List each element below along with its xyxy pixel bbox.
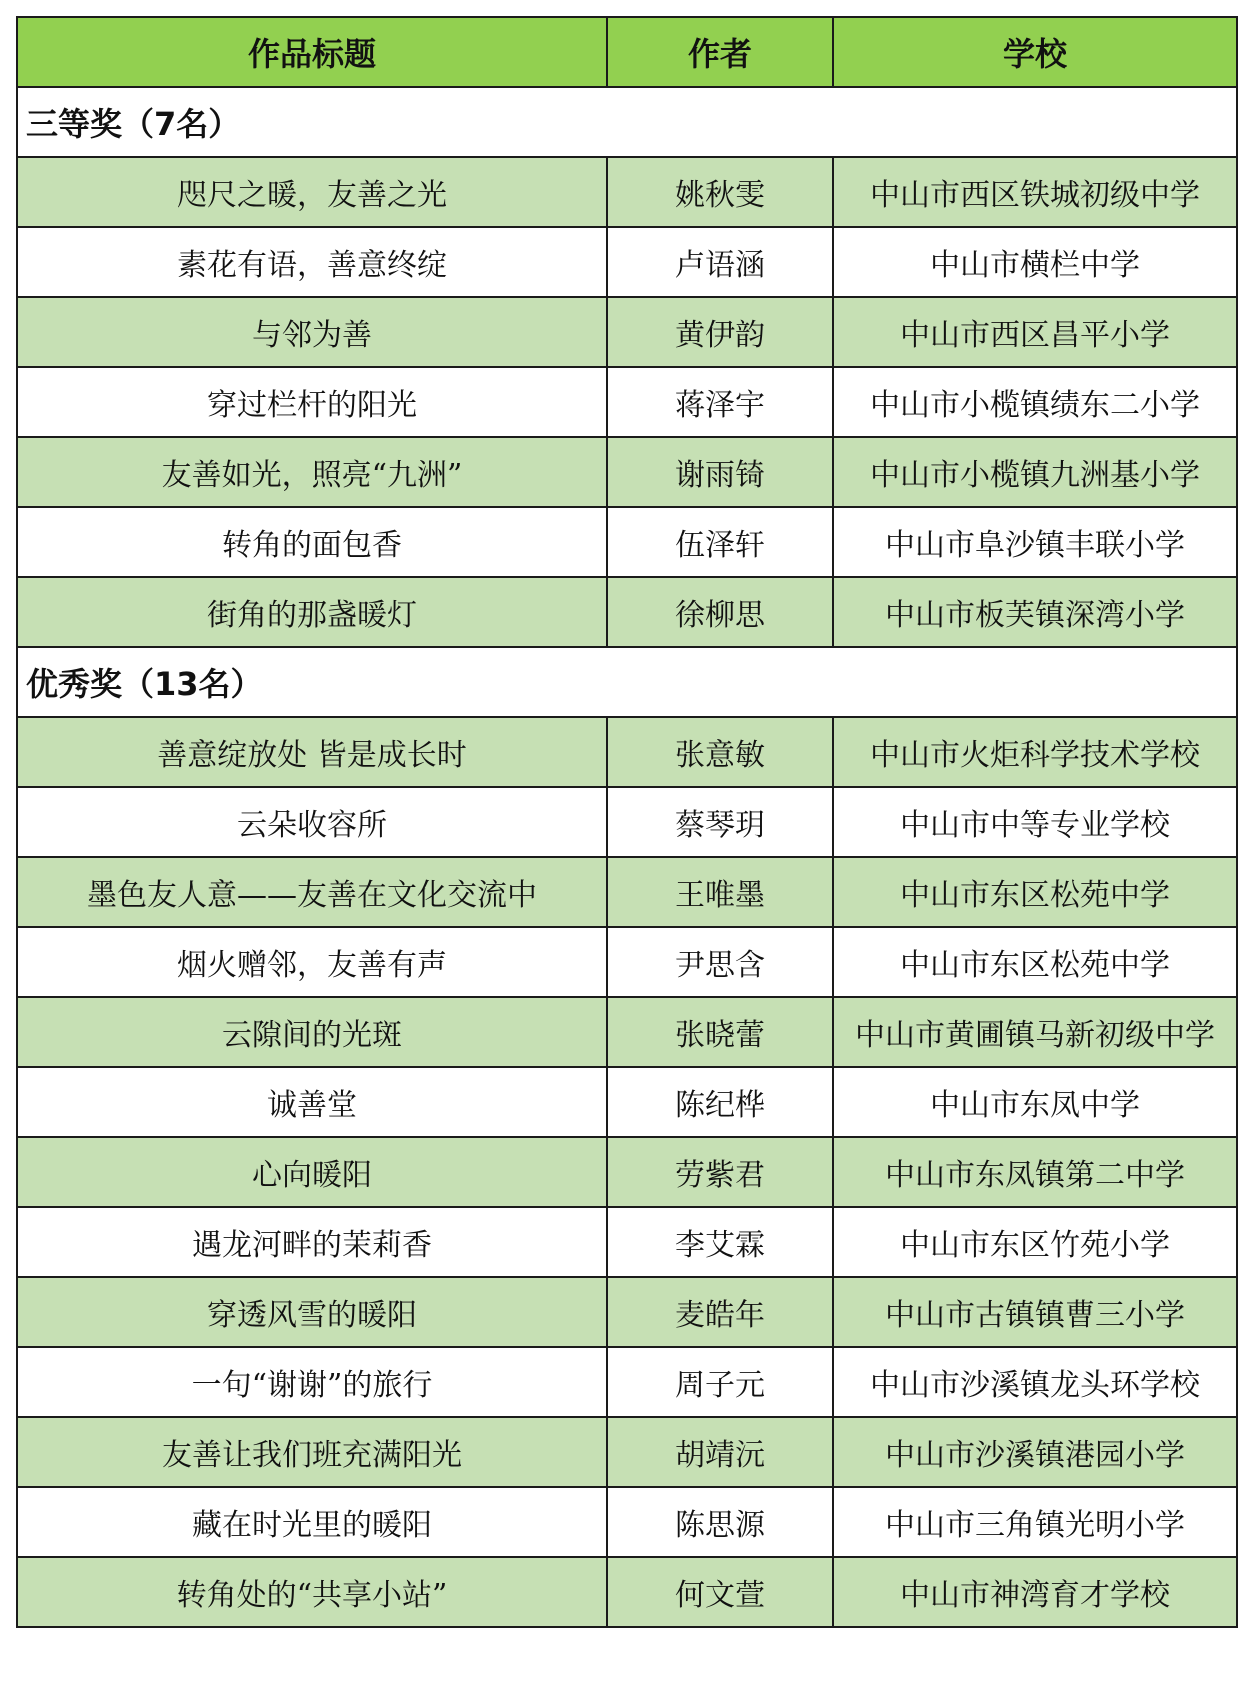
cell-author: 张晓蕾 bbox=[607, 997, 833, 1067]
table-row bbox=[17, 857, 1237, 927]
cell-author: 王唯墨 bbox=[607, 857, 833, 927]
column-header-author: 作者 bbox=[607, 17, 833, 87]
cell-title: 烟火赠邻，友善有声 bbox=[17, 927, 607, 997]
cell-title: 云隙间的光斑 bbox=[17, 997, 607, 1067]
table-row bbox=[17, 1067, 1237, 1137]
cell-school: 中山市沙溪镇龙头环学校 bbox=[833, 1347, 1237, 1417]
cell-author: 卢语涵 bbox=[607, 227, 833, 297]
cell-author: 徐柳思 bbox=[607, 577, 833, 647]
cell-school: 中山市三角镇光明小学 bbox=[833, 1487, 1237, 1557]
cell-author: 胡靖沅 bbox=[607, 1417, 833, 1487]
cell-title: 转角的面包香 bbox=[17, 507, 607, 577]
cell-title: 墨色友人意——友善在文化交流中 bbox=[17, 857, 607, 927]
table-row bbox=[17, 717, 1237, 787]
column-header-school: 学校 bbox=[833, 17, 1237, 87]
table-row bbox=[17, 997, 1237, 1067]
cell-title: 咫尺之暖，友善之光 bbox=[17, 157, 607, 227]
cell-school: 中山市东区松苑中学 bbox=[833, 857, 1237, 927]
table-row bbox=[17, 367, 1237, 437]
cell-school: 中山市东区竹苑小学 bbox=[833, 1207, 1237, 1277]
cell-school: 中山市古镇镇曹三小学 bbox=[833, 1277, 1237, 1347]
cell-title: 藏在时光里的暖阳 bbox=[17, 1487, 607, 1557]
cell-title: 一句“谢谢”的旅行 bbox=[17, 1347, 607, 1417]
cell-title: 友善如光，照亮“九洲” bbox=[17, 437, 607, 507]
cell-author: 何文萱 bbox=[607, 1557, 833, 1627]
cell-author: 李艾霖 bbox=[607, 1207, 833, 1277]
table-row bbox=[17, 1277, 1237, 1347]
cell-title: 善意绽放处 皆是成长时 bbox=[17, 717, 607, 787]
table-row bbox=[17, 927, 1237, 997]
section-heading-row bbox=[17, 87, 1237, 157]
cell-school: 中山市火炬科学技术学校 bbox=[833, 717, 1237, 787]
cell-author: 姚秋雯 bbox=[607, 157, 833, 227]
cell-author: 尹思含 bbox=[607, 927, 833, 997]
cell-author: 张意敏 bbox=[607, 717, 833, 787]
cell-title: 街角的那盏暖灯 bbox=[17, 577, 607, 647]
cell-author: 蒋泽宇 bbox=[607, 367, 833, 437]
table-row bbox=[17, 1137, 1237, 1207]
cell-title: 穿透风雪的暖阳 bbox=[17, 1277, 607, 1347]
cell-school: 中山市横栏中学 bbox=[833, 227, 1237, 297]
cell-title: 穿过栏杆的阳光 bbox=[17, 367, 607, 437]
cell-school: 中山市板芙镇深湾小学 bbox=[833, 577, 1237, 647]
cell-title: 诚善堂 bbox=[17, 1067, 607, 1137]
cell-school: 中山市东区松苑中学 bbox=[833, 927, 1237, 997]
cell-title: 友善让我们班充满阳光 bbox=[17, 1417, 607, 1487]
table-row bbox=[17, 1347, 1237, 1417]
table-body bbox=[17, 87, 1237, 1627]
table-row bbox=[17, 577, 1237, 647]
cell-title: 云朵收容所 bbox=[17, 787, 607, 857]
cell-title: 与邻为善 bbox=[17, 297, 607, 367]
cell-author: 周子元 bbox=[607, 1347, 833, 1417]
cell-school: 中山市小榄镇绩东二小学 bbox=[833, 367, 1237, 437]
header-row bbox=[17, 17, 1237, 87]
cell-school: 中山市阜沙镇丰联小学 bbox=[833, 507, 1237, 577]
cell-school: 中山市西区铁城初级中学 bbox=[833, 157, 1237, 227]
column-header-title: 作品标题 bbox=[17, 17, 607, 87]
table-row bbox=[17, 1417, 1237, 1487]
section-heading-row bbox=[17, 647, 1237, 717]
cell-author: 伍泽轩 bbox=[607, 507, 833, 577]
table-row bbox=[17, 787, 1237, 857]
cell-title: 素花有语，善意终绽 bbox=[17, 227, 607, 297]
cell-author: 蔡琴玥 bbox=[607, 787, 833, 857]
table-row bbox=[17, 1557, 1237, 1627]
section-heading-third-prize: 三等奖（7名） bbox=[17, 87, 1237, 157]
section-heading-excellence-prize: 优秀奖（13名） bbox=[17, 647, 1237, 717]
cell-school: 中山市西区昌平小学 bbox=[833, 297, 1237, 367]
cell-school: 中山市东凤中学 bbox=[833, 1067, 1237, 1137]
award-table bbox=[16, 16, 1238, 1628]
table-row bbox=[17, 297, 1237, 367]
cell-school: 中山市沙溪镇港园小学 bbox=[833, 1417, 1237, 1487]
cell-author: 陈纪桦 bbox=[607, 1067, 833, 1137]
cell-author: 劳紫君 bbox=[607, 1137, 833, 1207]
cell-school: 中山市小榄镇九洲基小学 bbox=[833, 437, 1237, 507]
table-row bbox=[17, 1207, 1237, 1277]
table-row bbox=[17, 1487, 1237, 1557]
cell-title: 遇龙河畔的茉莉香 bbox=[17, 1207, 607, 1277]
cell-author: 黄伊韵 bbox=[607, 297, 833, 367]
cell-author: 陈思源 bbox=[607, 1487, 833, 1557]
cell-author: 麦皓年 bbox=[607, 1277, 833, 1347]
table-row bbox=[17, 437, 1237, 507]
cell-title: 转角处的“共享小站” bbox=[17, 1557, 607, 1627]
table-row bbox=[17, 507, 1237, 577]
cell-school: 中山市东凤镇第二中学 bbox=[833, 1137, 1237, 1207]
table-row bbox=[17, 227, 1237, 297]
cell-school: 中山市中等专业学校 bbox=[833, 787, 1237, 857]
cell-title: 心向暖阳 bbox=[17, 1137, 607, 1207]
cell-school: 中山市黄圃镇马新初级中学 bbox=[833, 997, 1237, 1067]
cell-author: 谢雨锜 bbox=[607, 437, 833, 507]
cell-school: 中山市神湾育才学校 bbox=[833, 1557, 1237, 1627]
table-row bbox=[17, 157, 1237, 227]
